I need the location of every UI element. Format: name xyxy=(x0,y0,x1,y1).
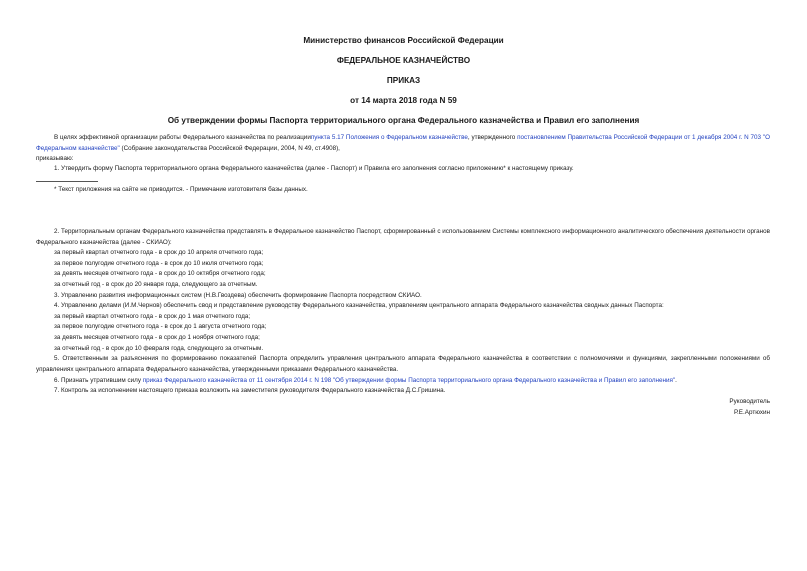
footnote-text: * Текст приложения на сайте не приводится. - Примечание изготовителя базы данных. xyxy=(54,186,308,193)
item-7: 7. Контроль за исполнением настоящего приказа возложить на заместителя руководителя Федерального казначейства Д.С.Гришина. xyxy=(54,387,446,394)
treasury-heading: ФЕДЕРАЛЬНОЕ КАЗНАЧЕЙСТВО xyxy=(336,56,471,65)
item-4-deadline: за девять месяцев отчетного года - в срок до 1 ноября отчетного года; xyxy=(54,334,260,341)
document-title: Об утверждении формы Паспорта территориального органа Федерального казначейства и Правил его заполнения xyxy=(167,116,640,125)
item-2-deadline: за отчетный год - в срок до 20 января года, следующего за отчетным. xyxy=(54,281,258,288)
intro-paragraph xyxy=(36,133,770,154)
link-regulation-clause[interactable]: пункта 5.17 Положения о Федеральном казначействе xyxy=(310,134,468,141)
item-4-deadline: за отчетный год - в срок до 10 февраля года, следующего за отчетным. xyxy=(54,345,264,352)
orders-line: приказываю: xyxy=(36,155,74,162)
footnote-divider xyxy=(36,181,98,182)
item-4-deadline: за первое полугодие отчетного года - в срок до 1 августа отчетного года; xyxy=(54,323,267,330)
item-2: 2. Территориальным органам Федерального казначейства представлять в Федеральное казначейство Паспорт, сформированный с использованием Системы комплексного информационного аналитического обеспечения деятельности органов Федерального казначейства (далее - СКИАО): xyxy=(36,228,770,246)
item-1: 1. Утвердить форму Паспорта территориального органа Федерального казначейства (далее - Паспорт) и Правила его заполнения согласно приложению* к настоящему приказу. xyxy=(54,165,574,172)
intro-text-3: (Собрание законодательства Российской Федерации, 2004, N 49, ст.4908), xyxy=(119,144,340,152)
doc-type-heading: ПРИКАЗ xyxy=(386,76,421,85)
item-2-deadline: за девять месяцев отчетного года - в срок до 10 октября отчетного года; xyxy=(54,270,266,277)
date-number-heading: от 14 марта 2018 года N 59 xyxy=(350,96,457,105)
item-6 xyxy=(36,376,770,387)
intro-text-2: , утвержденного xyxy=(467,134,516,141)
item-5: 5. Ответственным за разъяснения по формированию показателей Паспорта определить управления центрального аппарата Федерального казначейства в соответствии с полномочиями и функциями, закрепленными положениями об управлениях центрального аппарата Федерального казначейства, утвержденными приказами Федерального казначейства. xyxy=(36,355,770,373)
item-4: 4. Управлению делами (И.М.Чернов) обеспечить свод и представление руководству Федерального казначейства, управлениям центрального аппарата Федерального казначейства сводных данных Паспорта: xyxy=(54,302,664,309)
link-government-decree[interactable]: постановлением Правительства Российской Федерации от 1 декабря 2004 г. N 703 "О Федеральном казначействе" xyxy=(36,134,771,152)
item-3: 3. Управлению развития информационных систем (Н.В.Гвоздева) обеспечить формирование Паспорта посредством СКИАО. xyxy=(54,292,422,299)
signature-name: Р.Е.Артюхин xyxy=(734,409,770,416)
item-2-deadline: за первый квартал отчетного года - в срок до 10 апреля отчетного года; xyxy=(54,249,264,256)
item-2-deadline: за первое полугодие отчетного года - в срок до 10 июля отчетного года; xyxy=(54,260,264,267)
item-6-text: 6. Признать утратившим силу xyxy=(54,377,143,384)
link-repealed-order[interactable]: приказ Федерального казначейства от 11 сентября 2014 г. N 198 "Об утверждении формы Паспорта территориального органа Федерального казначейства и Правил его заполнения" xyxy=(142,377,676,384)
intro-text-1: В целях эффективной организации работы Федерального казначейства по реализации xyxy=(54,134,311,141)
signature-position: Руководитель xyxy=(729,398,770,405)
item-4-deadline: за первый квартал отчетного года - в срок до 1 мая отчетного года; xyxy=(54,313,251,320)
ministry-heading: Министерство финансов Российской Федерации xyxy=(303,36,504,45)
item-6-end: . xyxy=(675,377,677,384)
